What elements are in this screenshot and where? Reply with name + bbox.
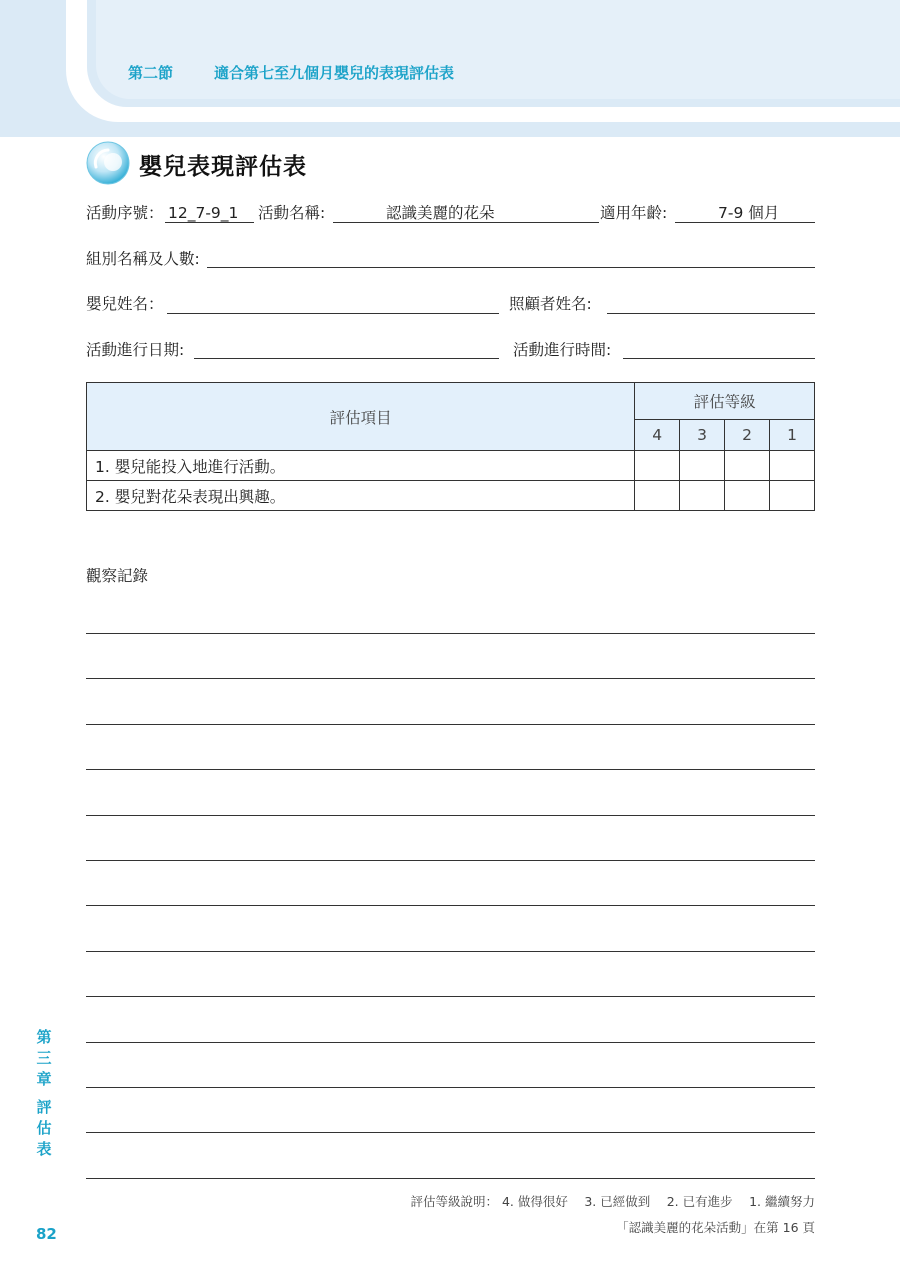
side-topic-label: 評 估 表 (36, 1098, 52, 1158)
item-2: 2. 嬰兒對花朵表現出興趣。 (87, 481, 635, 511)
time-label: 活動進行時間: (513, 341, 612, 359)
carer-name-label: 照顧者姓名: (509, 295, 592, 313)
page-title: 嬰兒表現評估表 (139, 154, 307, 180)
grade-cell[interactable] (635, 451, 680, 481)
grade-header: 評估等級 (635, 383, 815, 420)
time-field[interactable] (623, 358, 815, 359)
grade-cell[interactable] (770, 481, 815, 511)
observation-line[interactable] (86, 815, 815, 816)
observation-line[interactable] (86, 1042, 815, 1043)
item-header: 評估項目 (87, 383, 635, 451)
page-reference: 「認識美麗的花朵活動」在第 16 頁 (616, 1220, 815, 1235)
observation-line[interactable] (86, 769, 815, 770)
section-title: 適合第七至九個月嬰兒的表現評估表 (214, 64, 455, 82)
activity-name-label: 活動名稱: (258, 204, 326, 222)
header-band-panel (96, 0, 900, 99)
grade-cell[interactable] (725, 451, 770, 481)
age-value: 7-9 個月 (718, 204, 780, 222)
baby-name-field[interactable] (167, 313, 499, 314)
observation-line[interactable] (86, 1087, 815, 1088)
age-label: 適用年齡: (600, 204, 668, 222)
grade-cell[interactable] (680, 451, 725, 481)
item-1: 1. 嬰兒能投入地進行活動。 (87, 451, 635, 481)
observation-line[interactable] (86, 1132, 815, 1133)
side-chapter-label: 第 三 章 (36, 1028, 52, 1088)
carer-name-field[interactable] (607, 313, 815, 314)
activity-name-value: 認識美麗的花朵 (386, 204, 495, 222)
group-field[interactable] (207, 267, 815, 268)
grade-cell[interactable] (770, 451, 815, 481)
grade-cell[interactable] (725, 481, 770, 511)
table-row (87, 451, 815, 481)
table-row (87, 481, 815, 511)
observation-line[interactable] (86, 860, 815, 861)
date-field[interactable] (194, 358, 499, 359)
grade-3-header: 3 (680, 420, 725, 451)
activity-no-label: 活動序號： (86, 204, 164, 222)
grade-1-header: 1 (770, 420, 815, 451)
observation-line[interactable] (86, 951, 815, 952)
page-number: 82 (36, 1225, 57, 1243)
observation-label: 觀察記錄 (86, 567, 149, 585)
observation-line[interactable] (86, 996, 815, 997)
bubble-icon (86, 141, 130, 185)
grade-4-header: 4 (635, 420, 680, 451)
grade-2-header: 2 (725, 420, 770, 451)
observation-line[interactable] (86, 633, 815, 634)
grade-cell[interactable] (635, 481, 680, 511)
grade-legend: 評估等級說明： 4. 做得很好 3. 已經做到 2. 已有進步 1. 繼續努力 (410, 1194, 815, 1209)
observation-line[interactable] (86, 1178, 815, 1179)
evaluation-table (86, 382, 815, 511)
observation-line[interactable] (86, 678, 815, 679)
grade-cell[interactable] (680, 481, 725, 511)
observation-line[interactable] (86, 724, 815, 725)
section-number: 第二節 (128, 64, 174, 82)
date-label: 活動進行日期: (86, 341, 185, 359)
observation-line[interactable] (86, 905, 815, 906)
group-label: 組別名稱及人數: (86, 250, 200, 268)
activity-no-value: 12_7-9_1 (168, 204, 239, 222)
baby-name-label: 嬰兒姓名： (86, 295, 164, 313)
